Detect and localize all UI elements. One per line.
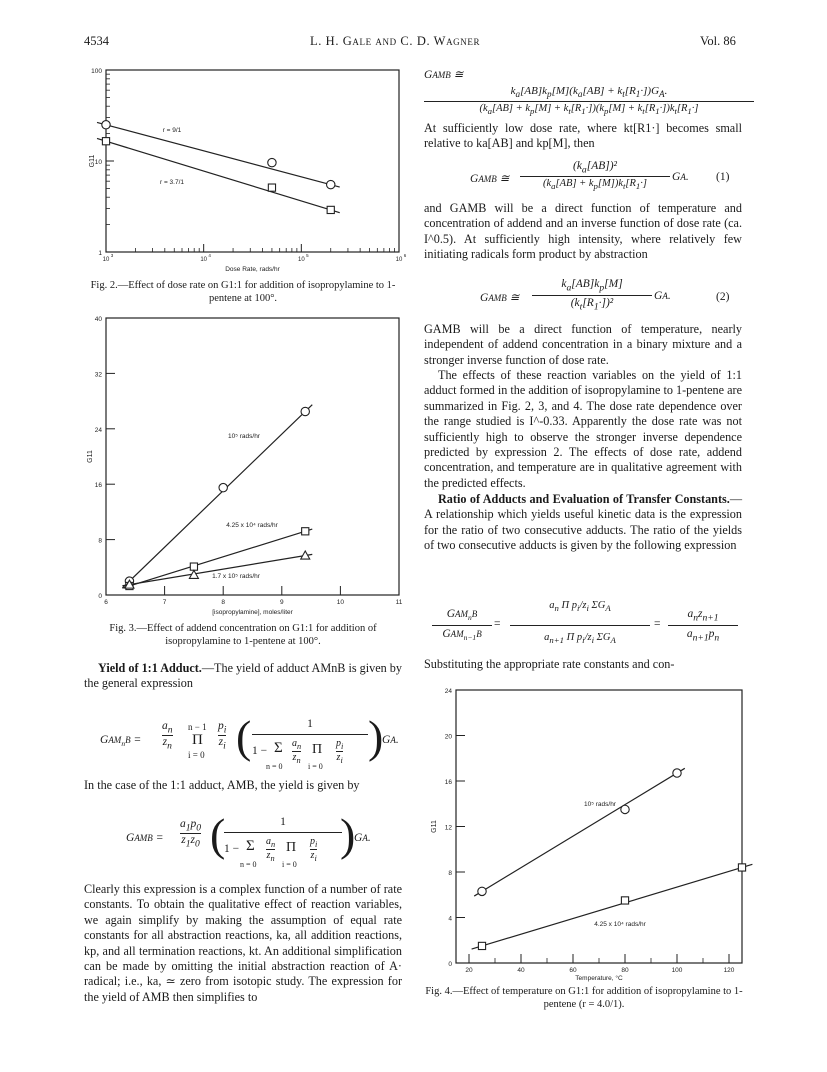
fig4-ytick-label: 16: [444, 779, 452, 786]
series-1-point-1: [621, 897, 628, 904]
fig3-ytick-label: 24: [94, 426, 102, 434]
fig3-ylabel: G11: [87, 450, 94, 463]
right-paragraph-4-text: The effects of these reaction variables on the yield of 1:1 adduct formed in the addition of isopropylamine to 1-pentene are summarized in Fig. 2, 3, and 4. The dose rate dependence over the range studied is I^-0.33. Apparently the dose rate was not sufficiently high to observe the stronger inverse dependence predicted by expression 2. The effects of dose rate, addend concentration, and temperature are in qualitative agreement with the predicted effects.: [424, 368, 742, 490]
fig4-ylabel: G11: [431, 820, 438, 833]
fig3-frame: [106, 318, 399, 595]
fig4-xtick-label: 40: [517, 967, 525, 974]
fig3-annotation-1e5: 10⁵ rads/hr: [228, 433, 260, 440]
fig3-xtick-label: 11: [395, 599, 403, 606]
fig2-xtick-exponent: 6: [403, 253, 407, 258]
fig2-xtick-label: 10: [102, 257, 110, 263]
fig3-annotation-17e5: 1.7 x 10⁵ rads/hr: [212, 573, 260, 580]
left-paragraph-1: —The yield of adduct AMnB is given by the general expression: [84, 661, 402, 691]
fig4-ytick-label: 0: [448, 961, 452, 968]
series-1-line: [94, 138, 340, 212]
fig2-xtick-label: 10: [200, 257, 208, 263]
fig3-xtick-label: 10: [336, 599, 345, 606]
equation-ratio: $GAM_nB$ $GAM_{n-1}B$ = $a_n$ Π $p_i/z_i$ $\Sigma G_A$ $a_{n+1}$ Π $p_i/z_i$ $\Sigma G_A$ = $a_nz_{n+1}$ $a_{n+1}p_n$: [432, 602, 752, 662]
fig4-xtick-label: 80: [621, 967, 629, 974]
fig4-ytick-label: 12: [444, 824, 452, 832]
fig3-xtick-label: 8: [221, 599, 226, 606]
fig3-xtick-label: 9: [279, 599, 284, 606]
fig3-ytick-label: 8: [98, 537, 102, 545]
left-paragraph-2: In the case of the 1:1 adduct, AMB, the yield is given by: [84, 778, 360, 792]
figure-3-chart: [84, 312, 404, 622]
series-1-line: [472, 864, 753, 949]
fig4-annotation-1e5: 10⁵ rads/hr: [584, 801, 616, 808]
right-section-ratio: [424, 492, 742, 554]
series-0-point-1: [268, 158, 276, 166]
right-paragraph-4: [424, 368, 742, 491]
fig3-xtick-label: 6: [104, 599, 108, 606]
fig2-frame: [106, 70, 399, 252]
right-paragraph-1: At sufficiently low dose rate, where kt[R1·] becomes small relative to ka[AB] and kp[M], then: [424, 121, 742, 151]
fig2-xtick-label: 10: [395, 257, 403, 263]
series-1-point-1: [268, 184, 275, 191]
series-1-point-0: [478, 942, 485, 949]
fig2-ytick-label: 100: [91, 68, 102, 75]
right-paragraph-3: GAMB will be a direct function of temperature, nearly independent of addend concentration in a binary mixture and a stronger inverse function of dose rate.: [424, 322, 742, 367]
figure-2-caption: Fig. 2.—Effect of dose rate on G1:1 for addition of isopropylamine to 1-pentene at 100°.: [90, 280, 396, 304]
equation-1: GAMB ≅ $(k_a[AB])^2$ $(k_a[AB] + k_p[M])k_t[R_1\cdot]$ GA.: [470, 160, 689, 192]
fig4-ytick-label: 20: [444, 733, 452, 741]
series-1-point-2: [738, 864, 745, 871]
fig3-ytick-label: 0: [98, 593, 102, 600]
fig3-xlabel: [isopropylamine], moles/liter: [212, 609, 293, 616]
series-1-point-2: [302, 528, 309, 535]
series-0-point-0: [102, 121, 110, 129]
equation-2: GAMB ≅ $k_a[AB]k_p[M]$ $(k_t[R_1\cdot])^2$ GA.: [480, 278, 671, 313]
equation-amb-yield: GAMB = $\frac{a_1p_0}{z_1z_0}$ ( 1 1 − Σ $\frac{a_n}{z_n}$ Π $\frac{p_i}{z_i}$ n = 0 i = 0 ) GA.: [126, 809, 371, 869]
fig4-ytick-label: 8: [448, 870, 452, 877]
series-1-point-1: [190, 563, 197, 570]
running-header-authors: L. H. Gale and C. D. Wagner: [310, 34, 481, 48]
fig2-annotation-r9: r = 9/1: [162, 127, 182, 134]
fig3-xtick-label: 7: [162, 599, 167, 606]
fig3-ytick-label: 16: [94, 482, 102, 490]
fig4-xlabel: Temperature, °C: [575, 975, 623, 982]
series-0-point-1: [219, 483, 227, 491]
equation-amb-full: GAMB ≅ $k_a[AB]k_p[M](k_a[AB] + k_t[R_1\cdot])G_A$. $(k_a[AB] + k_p[M] + k_t[R_1\cdot])(k_p[M] + k_t[R_1\cdot])k_t[R_1\cdot]$: [424, 63, 754, 119]
series-0-point-0: [478, 887, 486, 895]
fig2-xlabel: Dose Rate, rads/hr: [225, 266, 280, 273]
series-0-point-2: [301, 407, 309, 415]
fig2-xtick-exponent: 3: [110, 253, 114, 258]
running-header-volume: Vol. 86: [700, 34, 736, 48]
figure-2-chart: [84, 60, 407, 282]
fig4-ytick-label: 24: [444, 688, 452, 695]
fig2-ylabel: G11: [89, 154, 96, 168]
series-0-line: [122, 405, 312, 588]
right-paragraph-2: and GAMB will be a direct function of temperature and concentration of addend and an inverse function of dose rate (ca. I^0.5). At sufficiently high intensity, where relatively few initiating radicals form product by abstraction: [424, 201, 742, 262]
fig2-xtick-exponent: 5: [306, 253, 309, 258]
equation-1-number: (1): [716, 171, 730, 183]
fig4-xtick-label: 20: [465, 967, 473, 974]
fig2-annotation-r37: r = 3.7/1: [159, 179, 185, 186]
left-section-yield: [84, 661, 402, 692]
figure-4-caption: Fig. 4.—Effect of temperature on G1:1 for addition of isopropylamine to 1-pentene (r = 4.0/1).: [425, 986, 743, 1010]
fig2-xtick-exponent: 4: [208, 253, 211, 258]
figure-4-chart: [424, 680, 754, 980]
fig4-xtick-label: 120: [723, 967, 735, 974]
right-paragraph-5: —A relationship which yields useful kinetic data is the expression for the ratio of two consecutive adducts. The ratio of the yields of two consecutive adducts is given by the following expression: [424, 492, 742, 553]
page-number: 4534: [84, 34, 109, 48]
fig4-xtick-label: 100: [671, 967, 683, 974]
series-1-point-2: [327, 206, 334, 213]
fig3-annotation-425e4: 4.25 x 10⁴ rads/hr: [226, 522, 278, 529]
fig3-ytick-label: 40: [94, 316, 102, 323]
series-0-point-1: [621, 805, 629, 813]
right-paragraph-6: Substituting the appropriate rate constants and con-: [424, 657, 675, 671]
series-0-point-2: [673, 769, 681, 777]
fig2-ytick-label: 1: [98, 250, 102, 257]
fig4-ytick-label: 4: [448, 915, 452, 923]
right-heading: Ratio of Adducts and Evaluation of Transfer Constants.: [438, 492, 730, 506]
fig4-xtick-label: 60: [569, 967, 577, 974]
left-paragraph-3: Clearly this expression is a complex function of a number of rate constants. To obtain the qualitative effect of reaction variables, we again simplify by making the assumption of equal rate constants for all abstraction reactions, ka, all addition reactions, kp, and all termination reactions, kt. An additional simplification can be made by omitting the initial abstraction reaction of A· radical; i.e., ka, ≃ zero from isotopic study. The expression for the yield of AMB then simplifies to: [84, 882, 402, 1004]
equation-2-number: (2): [716, 291, 730, 303]
fig3-ytick-label: 32: [94, 371, 102, 379]
series-0-line: [94, 122, 340, 187]
fig4-annotation-425e4: 4.25 x 10⁴ rads/hr: [594, 921, 646, 928]
series-1-point-0: [102, 138, 109, 145]
figure-3-caption: Fig. 3.—Effect of addend concentration on G1:1 for addition of isopropylamine to 1-pentene at 100°.: [109, 623, 377, 647]
series-0-point-2: [327, 180, 335, 188]
fig2-xtick-label: 10: [297, 257, 305, 263]
left-heading: Yield of 1:1 Adduct.: [98, 661, 202, 675]
fig2-ytick-label: 10: [94, 159, 102, 166]
series-0-line: [474, 768, 685, 896]
equation-general-yield: $GAM_nB$ = $\frac{a_n}{z_n}$ n − 1 Π i = 0 $\frac{p_i}{z_i}$ ( 1 1 − Σ $\frac{a_n}{z_n}$ Π $\frac{p_i}{z_i}$ n = 0 i = 0 ) GA.: [100, 711, 399, 771]
